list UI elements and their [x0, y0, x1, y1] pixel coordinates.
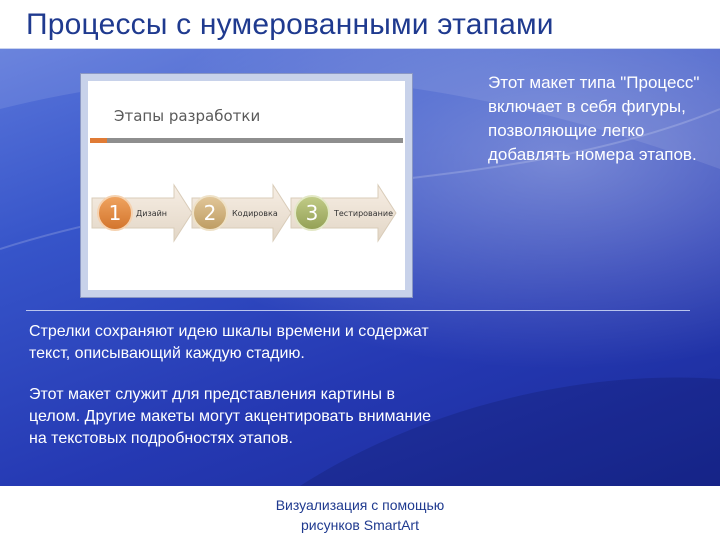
- content-panel: [0, 49, 720, 486]
- process-step-3: [291, 185, 396, 241]
- slide-title: Процессы с нумерованными этапами: [26, 8, 554, 41]
- thumbnail-heading: Этапы разработки: [114, 107, 261, 125]
- slide-footer: [230, 495, 490, 535]
- step-1-number: 1: [108, 201, 122, 225]
- section-divider: [26, 310, 690, 311]
- process-diagram: [88, 81, 405, 290]
- step-1-label: Дизайн: [136, 209, 168, 218]
- step-2-number: 2: [203, 201, 217, 225]
- step-3-label: Тестирование: [334, 209, 394, 218]
- step-2-label: Кодировка: [232, 209, 278, 218]
- footer-line-1: Визуализация с помощью: [275, 497, 445, 513]
- thumbnail-canvas: [88, 81, 405, 290]
- step-3-number: 3: [305, 201, 319, 225]
- layout-thumbnail: [80, 73, 413, 298]
- paragraph-arrows: Стрелки сохраняют идею шкалы времени и содержат текст, описывающий каждую стадию.: [29, 323, 429, 362]
- layout-description: Этот макет типа "Процесс" включает в себя фигуры, позволяющие легко добавлять номера этапов.: [488, 73, 700, 164]
- process-step-1: [92, 185, 192, 241]
- process-step-2: [192, 185, 291, 241]
- paragraph-big-picture: Этот макет служит для представления картины в целом. Другие макеты могут акцентировать внимание на текстовых подробностях этапов.: [29, 386, 432, 447]
- footer-line-2: рисунков SmartArt: [301, 517, 419, 533]
